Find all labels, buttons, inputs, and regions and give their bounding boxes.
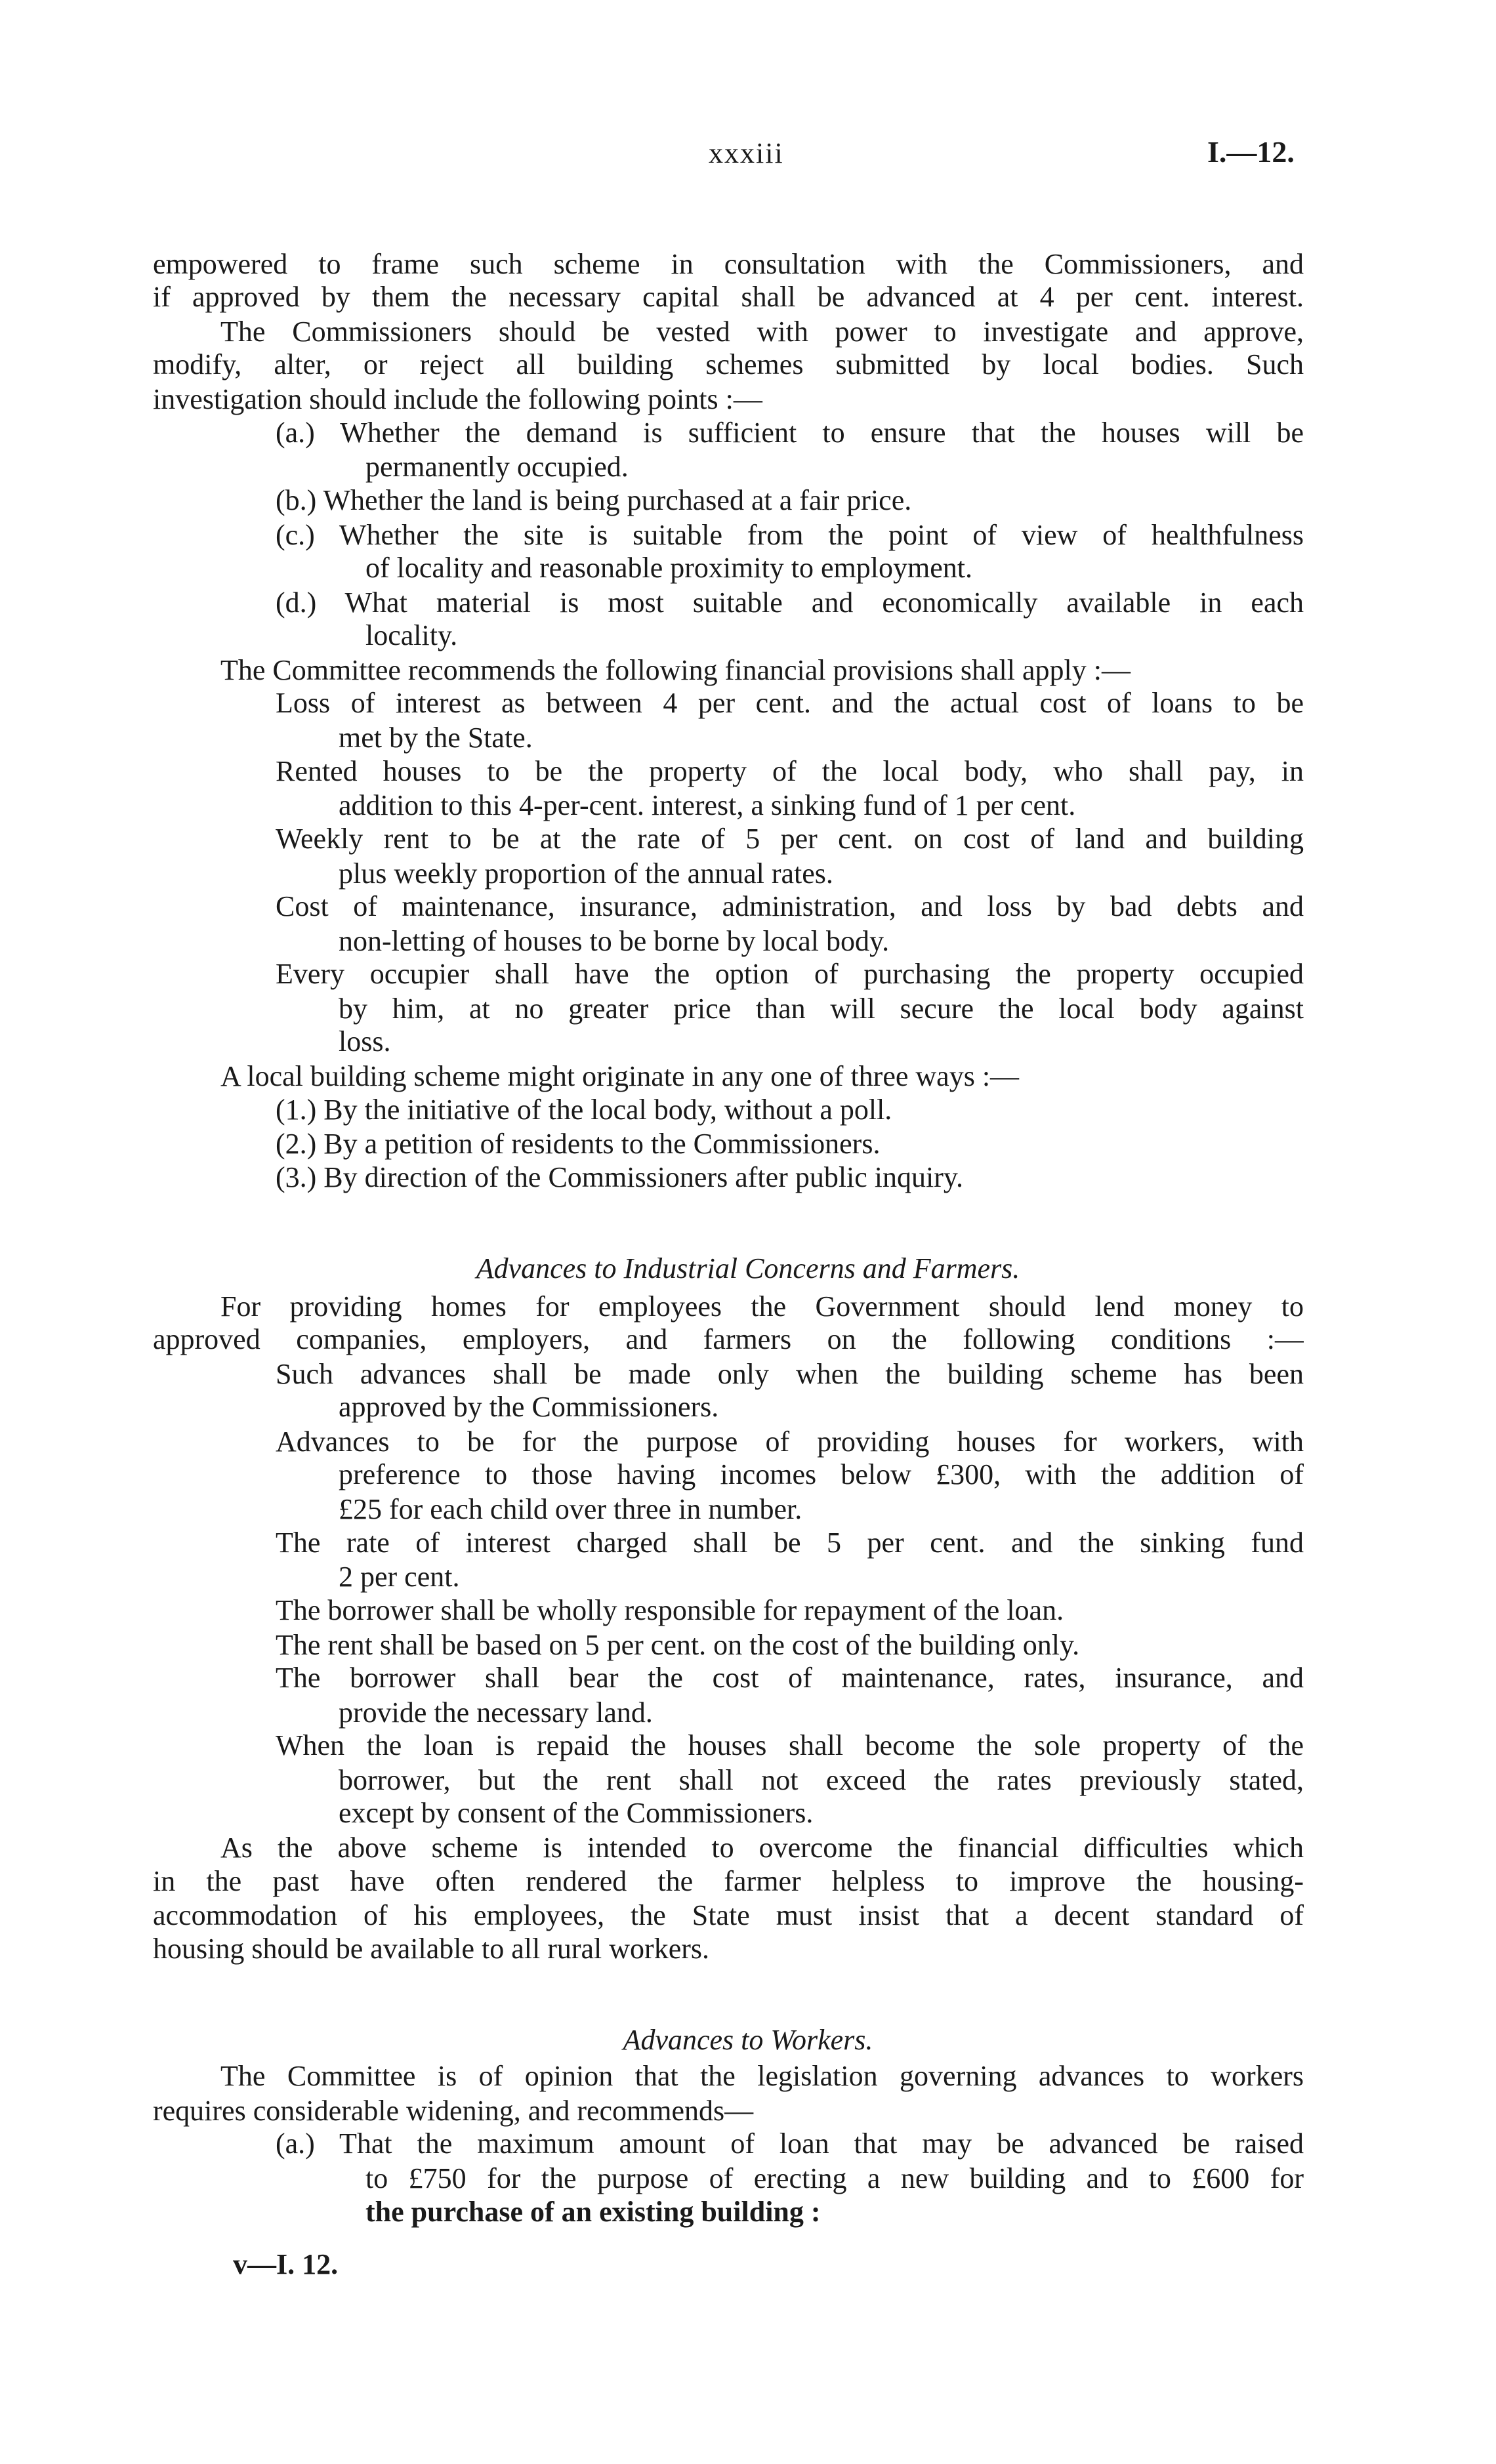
text-line: if approved by them the necessary capital shall be advanced at 4 per cent. interest.: [153, 281, 1304, 313]
text-line: preference to those having incomes below £300, with the addition of: [339, 1458, 1304, 1490]
text-line: investigation should include the following points :—: [153, 383, 762, 415]
text-line: (3.) By direction of the Commissioners after public inquiry.: [276, 1161, 964, 1193]
text-line: of locality and reasonable proximity to employment.: [365, 552, 972, 584]
page-number: xxxiii: [709, 137, 784, 169]
text-line: Rented houses to be the property of the local body, who shall pay, in: [276, 755, 1304, 787]
text-line: empowered to frame such scheme in consultation with the Commissioners, and: [153, 248, 1304, 280]
text-line: the purchase of an existing building :: [365, 2196, 821, 2228]
text-line: For providing homes for employees the Government should lend money to: [220, 1290, 1304, 1323]
text-line: The rate of interest charged shall be 5 per cent. and the sinking fund: [276, 1527, 1304, 1559]
text-line: The borrower shall bear the cost of maintenance, rates, insurance, and: [276, 1662, 1304, 1694]
text-line: (a.) Whether the demand is sufficient to ensure that the houses will be: [276, 417, 1304, 449]
text-line: The Committee is of opinion that the legislation governing advances to workers: [220, 2060, 1304, 2092]
text-line: When the loan is repaid the houses shall become the sole property of the: [276, 1729, 1304, 1761]
text-line: in the past have often rendered the farmer helpless to improve the housing-: [153, 1865, 1304, 1897]
text-line: Advances to be for the purpose of providing houses for workers, with: [276, 1426, 1304, 1458]
text-line: housing should be available to all rural workers.: [153, 1933, 710, 1965]
text-line: loss.: [339, 1025, 391, 1057]
text-line: Loss of interest as between 4 per cent. and the actual cost of loans to be: [276, 687, 1304, 719]
text-line: The borrower shall be wholly responsible for repayment of the loan.: [276, 1594, 1064, 1626]
text-line: (1.) By the initiative of the local body, without a poll.: [276, 1094, 892, 1126]
document-reference: I.—12.: [1207, 135, 1295, 169]
footer-signature: v—I. 12.: [233, 2248, 339, 2280]
text-line: (c.) Whether the site is suitable from the point of view of healthfulness: [276, 519, 1304, 551]
text-line: As the above scheme is intended to overcome the financial difficulties which: [220, 1832, 1304, 1864]
text-line: accommodation of his employees, the State must insist that a decent standard of: [153, 1899, 1304, 1931]
text-line: borrower, but the rent shall not exceed the rates previously stated,: [339, 1764, 1304, 1796]
section-heading: Advances to Workers.: [623, 2024, 873, 2056]
text-line: met by the State.: [339, 722, 533, 754]
section-heading: Advances to Industrial Concerns and Farmers.: [476, 1252, 1020, 1284]
text-line: 2 per cent.: [339, 1561, 460, 1593]
text-line: requires considerable widening, and recommends—: [153, 2095, 754, 2127]
text-line: The Committee recommends the following financial provisions shall apply :—: [220, 654, 1131, 686]
text-line: Weekly rent to be at the rate of 5 per cent. on cost of land and building: [276, 823, 1304, 855]
text-line: permanently occupied.: [365, 451, 629, 483]
text-line: plus weekly proportion of the annual rates.: [339, 857, 833, 890]
text-line: (d.) What material is most suitable and economically available in each: [276, 586, 1304, 619]
text-line: locality.: [365, 619, 458, 651]
text-line: Such advances shall be made only when the building scheme has been: [276, 1358, 1304, 1390]
text-line: provide the necessary land.: [339, 1696, 653, 1729]
text-line: to £750 for the purpose of erecting a new building and to £600 for: [365, 2162, 1304, 2194]
text-line: non-letting of houses to be borne by local body.: [339, 925, 890, 957]
text-line: except by consent of the Commissioners.: [339, 1797, 814, 1829]
text-line: by him, at no greater price than will secure the local body against: [339, 993, 1304, 1025]
text-line: modify, alter, or reject all building schemes submitted by local bodies. Such: [153, 348, 1304, 380]
text-line: (a.) That the maximum amount of loan that may be advanced be raised: [276, 2127, 1304, 2160]
text-line: (b.) Whether the land is being purchased at a fair price.: [276, 484, 912, 516]
text-line: A local building scheme might originate in any one of three ways :—: [220, 1060, 1020, 1092]
text-line: addition to this 4-per-cent. interest, a sinking fund of 1 per cent.: [339, 789, 1076, 821]
text-line: (2.) By a petition of residents to the Commissioners.: [276, 1128, 881, 1160]
text-line: £25 for each child over three in number.: [339, 1493, 802, 1525]
text-line: Every occupier shall have the option of purchasing the property occupied: [276, 958, 1304, 990]
text-line: Cost of maintenance, insurance, administration, and loss by bad debts and: [276, 890, 1304, 922]
text-line: approved by the Commissioners.: [339, 1391, 719, 1423]
text-line: approved companies, employers, and farmers on the following conditions :—: [153, 1323, 1304, 1355]
text-line: The rent shall be based on 5 per cent. on the cost of the building only.: [276, 1629, 1080, 1661]
text-line: The Commissioners should be vested with power to investigate and approve,: [220, 316, 1304, 348]
